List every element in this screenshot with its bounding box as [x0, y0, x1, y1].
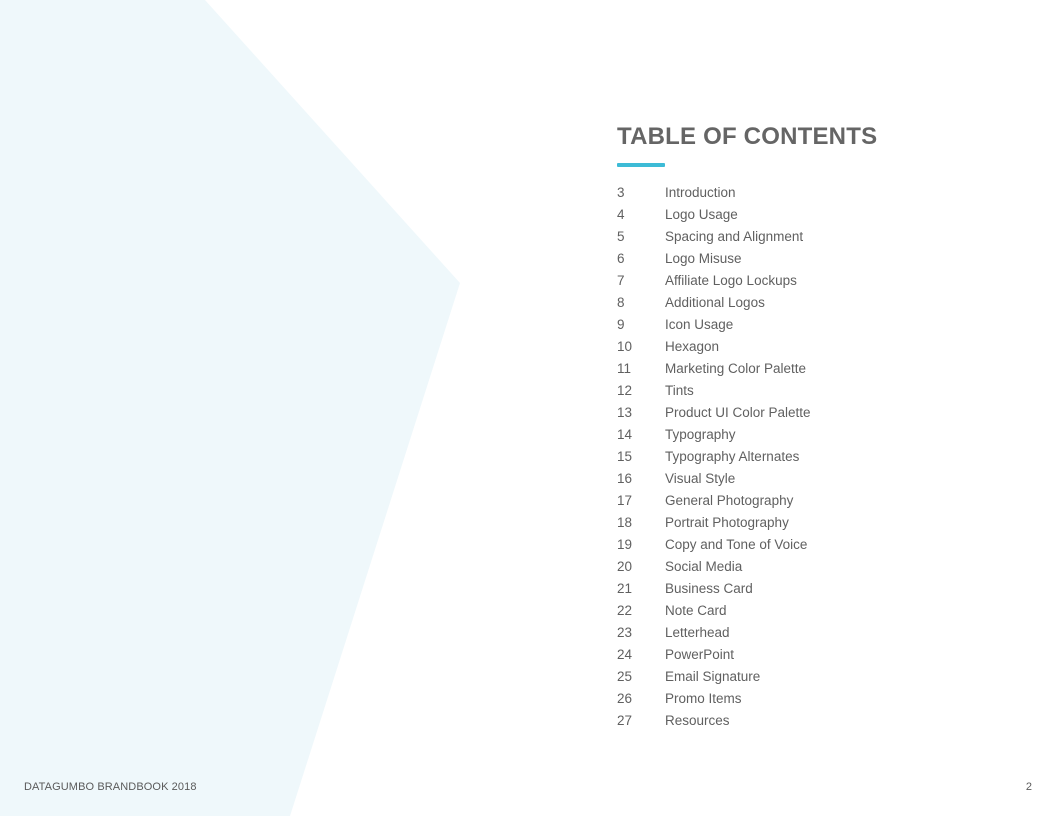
toc-entry: [617, 446, 1017, 468]
toc-entry-page: 10: [617, 339, 633, 354]
footer-page-number: 2: [1025, 781, 1032, 793]
toc-entry-label: Copy and Tone of Voice: [665, 537, 808, 552]
footer-brandbook-label: DATAGUMBO BRANDBOOK 2018: [24, 781, 197, 793]
toc-entry-label: Resources: [665, 713, 730, 728]
toc-entry-page: 5: [617, 229, 625, 244]
toc-entry-page: 15: [617, 449, 633, 464]
toc-entry-page: 16: [617, 471, 633, 486]
toc-entry-label: Logo Usage: [665, 207, 738, 222]
toc-entry-page: 6: [617, 251, 625, 266]
toc-entry: [617, 490, 1017, 512]
toc-entry-page: 3: [617, 185, 625, 200]
toc-entry: [617, 710, 1017, 732]
toc-entry-label: Visual Style: [665, 471, 736, 486]
toc-entry-label: Social Media: [665, 559, 743, 574]
toc-title: TABLE OF CONTENTS: [617, 123, 878, 150]
toc-entry-page: 23: [617, 625, 633, 640]
toc-entry: [617, 512, 1017, 534]
toc-entry-page: 12: [617, 383, 633, 398]
toc-entry-label: Promo Items: [665, 691, 742, 706]
toc-entry-page: 17: [617, 493, 633, 508]
toc-entry-page: 24: [617, 647, 633, 662]
toc-entry-label: Affiliate Logo Lockups: [665, 273, 797, 288]
toc-entry-page: 26: [617, 691, 633, 706]
toc-entry: [617, 666, 1017, 688]
toc-entry-label: Additional Logos: [665, 295, 765, 310]
toc-entry-label: Business Card: [665, 581, 753, 596]
toc-entry: [617, 248, 1017, 270]
toc-entry-page: 19: [617, 537, 633, 552]
toc-entry-label: Marketing Color Palette: [665, 361, 807, 376]
toc-entry-page: 9: [617, 317, 625, 332]
toc-entry-label: Hexagon: [665, 339, 720, 354]
toc-entry: [617, 402, 1017, 424]
toc-entry-page: 18: [617, 515, 633, 530]
toc-entry: [617, 380, 1017, 402]
toc-entry-page: 11: [617, 361, 632, 376]
toc-entry-label: Typography Alternates: [665, 449, 800, 464]
toc-entry: [617, 600, 1017, 622]
toc-entry: [617, 644, 1017, 666]
toc-entry-page: 20: [617, 559, 633, 574]
toc-entry-page: 25: [617, 669, 633, 684]
toc-entry-page: 7: [617, 273, 625, 288]
toc-entry-label: Letterhead: [665, 625, 730, 640]
toc-entry-label: Portrait Photography: [665, 515, 789, 530]
toc-entry-label: Email Signature: [665, 669, 761, 684]
toc-entry-label: Typography: [665, 427, 736, 442]
toc-entry: [617, 556, 1017, 578]
toc-entry: [617, 424, 1017, 446]
toc-entry-page: 4: [617, 207, 625, 222]
toc-entry: [617, 468, 1017, 490]
table-of-contents: [617, 123, 1017, 732]
toc-entry-label: Icon Usage: [665, 317, 734, 332]
toc-entry: [617, 182, 1017, 204]
toc-entry-page: 22: [617, 603, 633, 618]
toc-entry: [617, 578, 1017, 600]
toc-entry-page: 27: [617, 713, 633, 728]
toc-entry-label: PowerPoint: [665, 647, 735, 662]
toc-entry: [617, 688, 1017, 710]
toc-entry: [617, 358, 1017, 380]
toc-entry-label: Note Card: [665, 603, 727, 618]
toc-entry-page: 21: [617, 581, 633, 596]
toc-entry-label: Tints: [665, 383, 694, 398]
toc-entry-label: Product UI Color Palette: [665, 405, 811, 420]
toc-entry-label: Logo Misuse: [665, 251, 742, 266]
toc-entry: [617, 226, 1017, 248]
toc-entry: [617, 336, 1017, 358]
toc-entry-label: Spacing and Alignment: [665, 229, 804, 244]
toc-list: [617, 182, 1017, 732]
toc-entry-label: General Photography: [665, 493, 794, 508]
toc-entry: [617, 622, 1017, 644]
toc-entry: [617, 292, 1017, 314]
toc-entry: [617, 314, 1017, 336]
toc-entry: [617, 204, 1017, 226]
toc-entry-page: 14: [617, 427, 633, 442]
toc-entry-label: Introduction: [665, 185, 736, 200]
title-accent-bar: [617, 163, 665, 167]
toc-entry: [617, 534, 1017, 556]
toc-entry: [617, 270, 1017, 292]
toc-entry-page: 8: [617, 295, 625, 310]
toc-entry-page: 13: [617, 405, 633, 420]
